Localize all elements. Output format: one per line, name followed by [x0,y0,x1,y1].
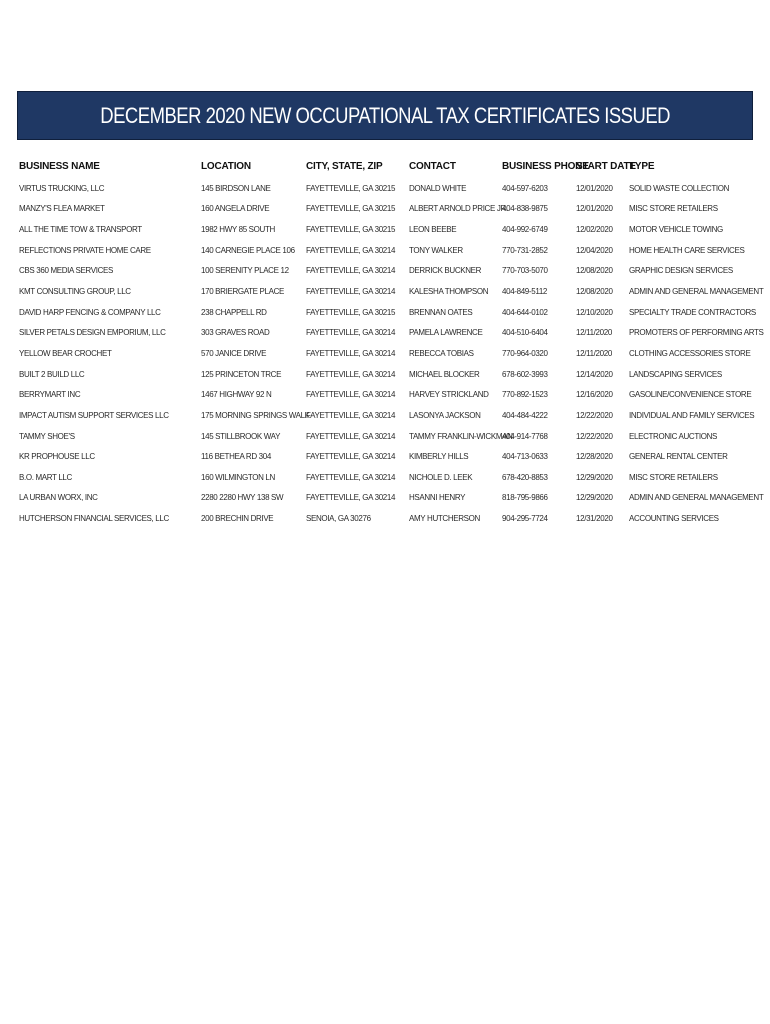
city-state-zip-cell: FAYETTEVILLE, GA 30214 [306,452,396,462]
table-row [19,199,761,220]
business-phone-cell: 404-849-5112 [502,287,548,297]
contact-cell: HARVEY STRICKLAND [409,390,489,400]
city-state-zip-cell: FAYETTEVILLE, GA 30214 [306,287,396,297]
city-state-zip-cell: FAYETTEVILLE, GA 30214 [306,410,396,420]
location-cell: 200 BRECHIN DRIVE [201,514,274,524]
contact-cell: LASONYA JACKSON [409,410,481,420]
business-name-cell: YELLOW BEAR CROCHET [19,348,112,358]
business-name-cell: TAMMY SHOE'S [19,431,75,441]
location-cell: 145 STILLBROOK WAY [201,431,281,441]
column-header-business-phone: BUSINESS PHONE [502,160,589,172]
table-row [19,219,761,240]
business-phone-cell: 404-914-7768 [502,431,548,441]
contact-cell: REBECCA TOBIAS [409,348,474,358]
business-name-cell: BUILT 2 BUILD LLC [19,369,85,379]
type-cell: LANDSCAPING SERVICES [629,369,722,379]
business-phone-cell: 678-420-8853 [502,472,548,482]
start-date-cell: 12/08/2020 [576,266,613,276]
table-row [19,364,761,385]
column-header-type: TYPE [629,160,655,172]
table-header [19,154,761,178]
contact-cell: BRENNAN OATES [409,307,473,317]
city-state-zip-cell: FAYETTEVILLE, GA 30214 [306,390,396,400]
type-cell: ADMIN AND GENERAL MANAGEMENT [629,287,764,297]
type-cell: ADMIN AND GENERAL MANAGEMENT [629,493,764,503]
table-row [19,178,761,199]
table-body [19,178,764,529]
type-cell: INDIVIDUAL AND FAMILY SERVICES [629,410,755,420]
table-row [19,343,761,364]
type-cell: HOME HEALTH CARE SERVICES [629,245,745,255]
start-date-cell: 12/14/2020 [576,369,613,379]
table-row [19,405,761,426]
location-cell: 238 CHAPPELL RD [201,307,267,317]
type-cell: ELECTRONIC AUCTIONS [629,431,718,441]
business-name-cell: B.O. MART LLC [19,472,72,482]
location-cell: 1982 HWY 85 SOUTH [201,225,275,235]
business-name-cell: BERRYMART INC [19,390,81,400]
column-header-contact: CONTACT [409,160,456,172]
start-date-cell: 12/11/2020 [576,348,612,358]
contact-cell: TONY WALKER [409,245,463,255]
start-date-cell: 12/28/2020 [576,452,613,462]
start-date-cell: 12/29/2020 [576,472,613,482]
location-cell: 170 BRIERGATE PLACE [201,287,285,297]
type-cell: GRAPHIC DESIGN SERVICES [629,266,733,276]
start-date-cell: 12/02/2020 [576,225,613,235]
business-name-cell: ALL THE TIME TOW & TRANSPORT [19,225,142,235]
business-phone-cell: 404-597-6203 [502,183,548,193]
location-cell: 116 BETHEA RD 304 [201,452,271,462]
start-date-cell: 12/08/2020 [576,287,613,297]
business-phone-cell: 404-510-6404 [502,328,548,338]
table-row [19,508,761,529]
business-phone-cell: 770-964-0320 [502,348,548,358]
start-date-cell: 12/01/2020 [576,204,613,214]
table-row [19,302,761,323]
table-row [19,281,761,302]
start-date-cell: 12/22/2020 [576,410,613,420]
business-phone-cell: 404-644-0102 [502,307,548,317]
table-row [19,240,761,261]
start-date-cell: 12/11/2020 [576,328,612,338]
contact-cell: NICHOLE D. LEEK [409,472,473,482]
location-cell: 570 JANICE DRIVE [201,348,267,358]
contact-cell: ALBERT ARNOLD PRICE JR. [409,204,508,214]
location-cell: 140 CARNEGIE PLACE 106 [201,245,295,255]
business-name-cell: LA URBAN WORX, INC [19,493,98,503]
table-row [19,261,761,282]
location-cell: 303 GRAVES ROAD [201,328,270,338]
start-date-cell: 12/01/2020 [576,183,613,193]
business-name-cell: DAVID HARP FENCING & COMPANY LLC [19,307,161,317]
business-name-cell: HUTCHERSON FINANCIAL SERVICES, LLC [19,514,169,524]
business-name-cell: SILVER PETALS DESIGN EMPORIUM, LLC [19,328,166,338]
contact-cell: DERRICK BUCKNER [409,266,482,276]
city-state-zip-cell: FAYETTEVILLE, GA 30214 [306,328,396,338]
location-cell: 145 BIRDSON LANE [201,183,271,193]
type-cell: PROMOTERS OF PERFORMING ARTS [629,328,764,338]
location-cell: 175 MORNING SPRINGS WALK [201,410,310,420]
business-phone-cell: 818-795-9866 [502,493,548,503]
business-name-cell: REFLECTIONS PRIVATE HOME CARE [19,245,151,255]
contact-cell: MICHAEL BLOCKER [409,369,480,379]
business-phone-cell: 404-713-0633 [502,452,548,462]
type-cell: GASOLINE/CONVENIENCE STORE [629,390,752,400]
table-row [19,467,761,488]
business-phone-cell: 404-992-6749 [502,225,548,235]
location-cell: 125 PRINCETON TRCE [201,369,282,379]
city-state-zip-cell: FAYETTEVILLE, GA 30214 [306,472,396,482]
start-date-cell: 12/04/2020 [576,245,613,255]
column-header-start-date: START DATE [576,160,636,172]
contact-cell: LEON BEEBE [409,225,457,235]
title-banner [17,91,753,140]
business-name-cell: KR PROPHOUSE LLC [19,452,95,462]
business-phone-cell: 770-703-5070 [502,266,548,276]
business-phone-cell: 678-602-3993 [502,369,548,379]
table-row [19,384,761,405]
type-cell: MISC STORE RETAILERS [629,204,718,214]
city-state-zip-cell: FAYETTEVILLE, GA 30214 [306,266,396,276]
column-header-city-state-zip: CITY, STATE, ZIP [306,160,383,172]
location-cell: 160 WILMINGTON LN [201,472,275,482]
contact-cell: PAMELA LAWRENCE [409,328,483,338]
page-title: DECEMBER 2020 NEW OCCUPATIONAL TAX CERTIFICATES ISSUED [100,102,670,128]
business-phone-cell: 770-731-2852 [502,245,548,255]
business-name-cell: MANZY'S FLEA MARKET [19,204,105,214]
contact-cell: AMY HUTCHERSON [409,514,480,524]
city-state-zip-cell: FAYETTEVILLE, GA 30215 [306,307,396,317]
type-cell: SPECIALTY TRADE CONTRACTORS [629,307,756,317]
table-row [19,426,761,447]
business-phone-cell: 904-295-7724 [502,514,548,524]
certificates-table [19,154,764,529]
city-state-zip-cell: FAYETTEVILLE, GA 30215 [306,204,396,214]
type-cell: SOLID WASTE COLLECTION [629,183,730,193]
city-state-zip-cell: FAYETTEVILLE, GA 30214 [306,369,396,379]
start-date-cell: 12/16/2020 [576,390,613,400]
location-cell: 160 ANGELA DRIVE [201,204,270,214]
city-state-zip-cell: FAYETTEVILLE, GA 30214 [306,431,396,441]
city-state-zip-cell: SENOIA, GA 30276 [306,514,371,524]
contact-cell: TAMMY FRANKLIN-WICKMAN [409,431,513,441]
city-state-zip-cell: FAYETTEVILLE, GA 30214 [306,245,396,255]
table-row [19,488,761,509]
type-cell: ACCOUNTING SERVICES [629,514,719,524]
type-cell: MOTOR VEHICLE TOWING [629,225,723,235]
contact-cell: DONALD WHITE [409,183,467,193]
start-date-cell: 12/29/2020 [576,493,613,503]
city-state-zip-cell: FAYETTEVILLE, GA 30215 [306,183,396,193]
business-name-cell: IMPACT AUTISM SUPPORT SERVICES LLC [19,410,169,420]
contact-cell: KALESHA THOMPSON [409,287,489,297]
business-name-cell: KMT CONSULTING GROUP, LLC [19,287,131,297]
start-date-cell: 12/10/2020 [576,307,613,317]
type-cell: MISC STORE RETAILERS [629,472,718,482]
table-row [19,322,761,343]
column-header-business-name: BUSINESS NAME [19,160,100,172]
start-date-cell: 12/22/2020 [576,431,613,441]
start-date-cell: 12/31/2020 [576,514,613,524]
type-cell: CLOTHING ACCESSORIES STORE [629,348,751,358]
location-cell: 2280 2280 HWY 138 SW [201,493,284,503]
business-phone-cell: 404-484-4222 [502,410,548,420]
city-state-zip-cell: FAYETTEVILLE, GA 30214 [306,348,396,358]
location-cell: 1467 HIGHWAY 92 N [201,390,272,400]
city-state-zip-cell: FAYETTEVILLE, GA 30215 [306,225,396,235]
table-row [19,446,761,467]
contact-cell: KIMBERLY HILLS [409,452,469,462]
city-state-zip-cell: FAYETTEVILLE, GA 30214 [306,493,396,503]
type-cell: GENERAL RENTAL CENTER [629,452,728,462]
header-row [19,154,761,178]
business-phone-cell: 770-892-1523 [502,390,548,400]
business-phone-cell: 404-838-9875 [502,204,548,214]
business-name-cell: CBS 360 MEDIA SERVICES [19,266,113,276]
contact-cell: HSANNI HENRY [409,493,466,503]
business-name-cell: VIRTUS TRUCKING, LLC [19,183,105,193]
location-cell: 100 SERENITY PLACE 12 [201,266,289,276]
column-header-location: LOCATION [201,160,251,172]
